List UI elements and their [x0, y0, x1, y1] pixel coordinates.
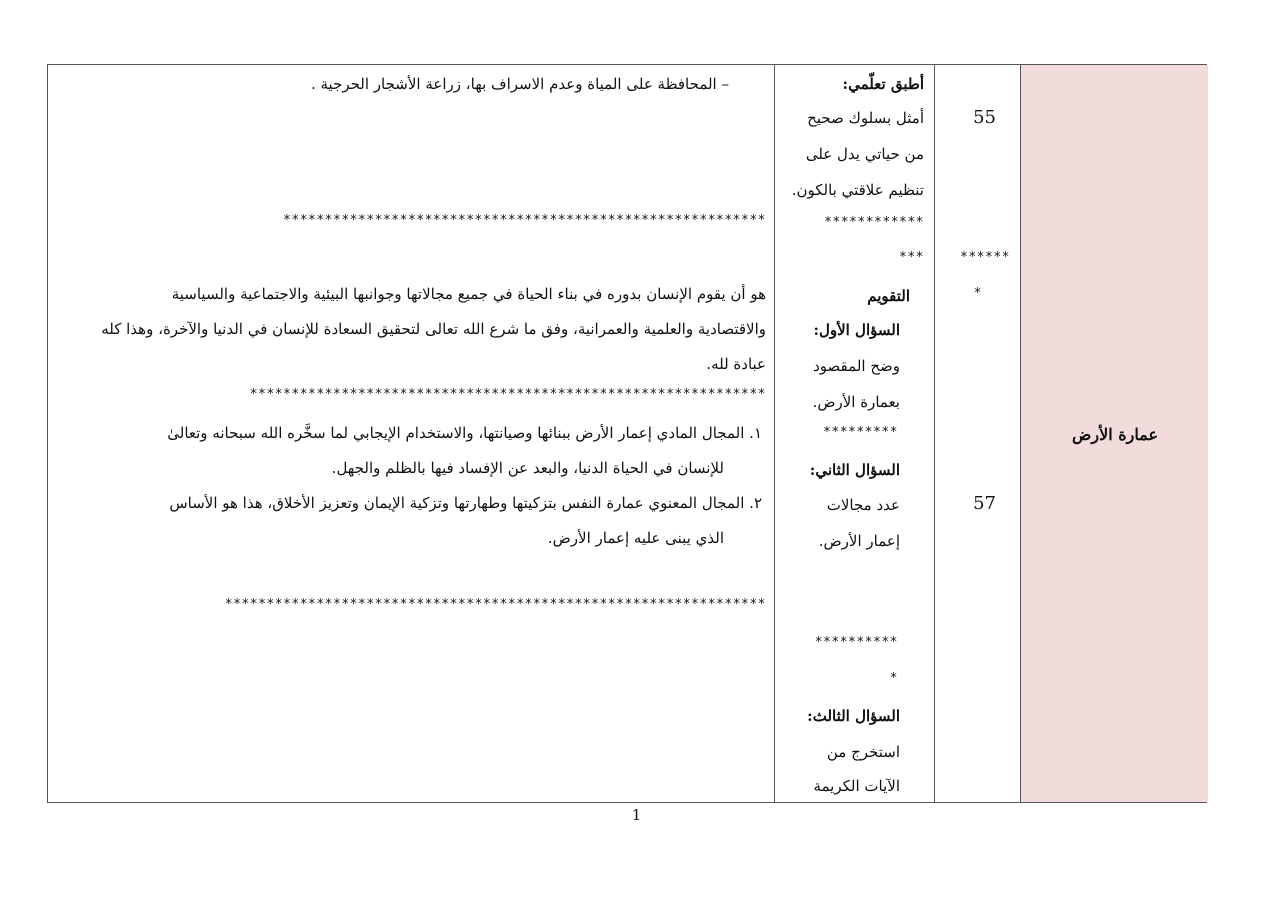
divider-stars: ********* — [823, 425, 898, 440]
answer-2-line: عبادة لله. — [706, 355, 766, 373]
divider-stars: ********************************************************** — [283, 213, 766, 228]
divider-stars: ************ — [824, 215, 924, 230]
answer-2-line: هو أن يقوم الإنسان بدوره في بناء الحياة في جميع مجالاتها وجوانبها البيئية والاجتماعية والسياسية — [171, 285, 766, 303]
question-1-line: وضح المقصود — [813, 357, 900, 375]
page-number-55: 55 — [973, 107, 996, 128]
question-2-line: عدد مجالات — [826, 496, 900, 514]
divider-stars: ***************************************************************** — [224, 597, 766, 612]
topic-title: عمارة الأرض — [1072, 425, 1158, 444]
question-3-line: الآيات الكريمة — [813, 777, 900, 795]
evaluation-title: التقويم — [867, 287, 910, 305]
page-footer-number: 1 — [631, 806, 642, 824]
divider-stars: *** — [899, 250, 924, 265]
question-1-line: بعمارة الأرض. — [812, 393, 900, 411]
answer-2-line: والاقتصادية والعلمية والعمرانية، وفق ما شرع الله تعالى لتحقيق السعادة للإنسان في الدنيا والآخرة، وهذا كله — [101, 320, 766, 338]
page-column — [934, 65, 1020, 802]
answer-3-item-2: ٢. المجال المعنوي عمارة النفس بتزكيتها وطهارتها وتزكية الإيمان وتعزيز الأخلاق، هذا هو الأساس — [169, 494, 762, 512]
apply-line: أمثل بسلوك صحيح — [807, 109, 924, 127]
apply-line: من حياتي يدل على — [805, 145, 924, 163]
page-number-57: 57 — [973, 493, 996, 514]
answer-3-item-1-cont: للإنسان في الحياة الدنيا، والبعد عن الإفساد فيها بالظلم والجهل. — [331, 459, 724, 477]
answer-3-item-1: ١. المجال المادي إعمار الأرض ببنائها وصيانتها، والاستخدام الإيجابي لما سخَّره الله سبحانه وتعالىٰ — [167, 424, 762, 442]
answer-column — [48, 65, 774, 802]
page-stars-b: * — [973, 286, 982, 301]
apply-line: تنظيم علاقتي بالكون. — [791, 181, 924, 199]
apply-title: أطبق تعلّمي: — [842, 75, 924, 93]
page-stars: ****** — [960, 250, 1010, 265]
lesson-table — [47, 64, 1207, 803]
question-3-line: استخرج من — [826, 743, 900, 761]
question-1-title: السؤال الأول: — [813, 321, 900, 339]
answer-3-item-2-cont: الذي يبنى عليه إعمار الأرض. — [547, 529, 724, 547]
question-2-title: السؤال الثاني: — [809, 461, 900, 479]
topic-column — [1020, 65, 1208, 802]
question-2-line: إعمار الأرض. — [818, 532, 900, 550]
divider-stars: * — [889, 671, 898, 686]
divider-stars: ********** — [814, 635, 898, 650]
question-3-title: السؤال الثالث: — [807, 707, 900, 725]
answer-1: – المحافظة على المياة وعدم الاسراف بها، زراعة الأشجار الحرجية . — [310, 75, 729, 93]
activity-column — [774, 65, 934, 802]
divider-stars: ************************************************************** — [249, 387, 766, 402]
